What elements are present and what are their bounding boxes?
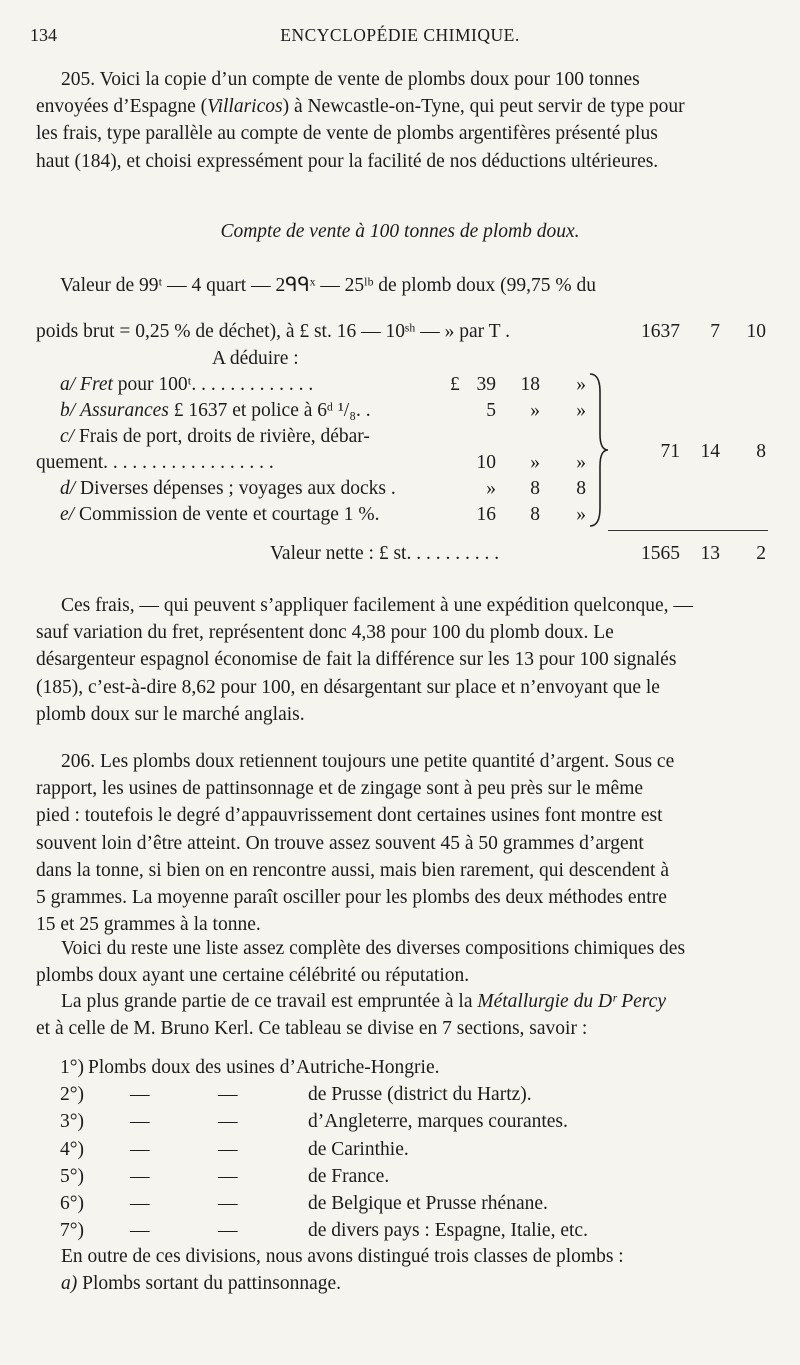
running-title: ENCYCLOPÉDIE CHIMIQUE. (280, 25, 520, 45)
deduct-label: A déduire : (212, 348, 299, 369)
item-c-label-cont: quement. . . . . . . . . . . . . . . . . . (36, 452, 274, 473)
text-line: 205. Voici la copie d’un compte de vente de plombs doux pour 100 tonnes (61, 69, 640, 90)
ditto-mark: — (218, 1165, 238, 1187)
value-line-1: Valeur de 99ᵗ — 4 quart — 2ᑫᑫˣ — 25ˡᵇ de plomb doux (99,75 % du (60, 275, 596, 296)
gross-shillings: 7 (710, 321, 720, 342)
section-text: de Prusse (district du Hartz). (308, 1084, 532, 1106)
text-span: ) à Newcastle-on-Tyne, qui peut servir de type pour (282, 96, 685, 118)
ditto-mark: — (218, 1111, 238, 1133)
text-line: plombs doux ayant une certaine célébrité ou réputation. (36, 965, 470, 987)
net-label: Valeur nette : £ st. . . . . . . . . . (270, 543, 500, 564)
item-letter: a) (61, 1273, 78, 1295)
text-line (36, 93, 766, 120)
item-letter: e/ (60, 504, 75, 525)
text-line: les frais, type parallèle au compte de vente de plombs argentifères présenté plus (36, 123, 658, 145)
item-text: Frais de port, droits de rivière, débar- (74, 426, 370, 447)
item-text: pour 100ᵗ. . . . . . . . . . . . . (112, 374, 314, 395)
gross-pence: 10 (746, 321, 766, 342)
section-text: Plombs doux des usines d’Autriche-Hongrie. (88, 1057, 440, 1078)
text-line: 5 grammes. La moyenne paraît osciller pour les plombs des deux méthodes entre (36, 887, 667, 909)
text-line: En outre de ces divisions, nous avons distingué trois classes de plombs : (61, 1246, 624, 1267)
section-text: d’Angleterre, marques courantes. (308, 1111, 568, 1133)
italic-span: Villaricos (207, 96, 283, 118)
item-text: £ 1637 et police à 6ᵈ ¹/₈. . (168, 400, 371, 421)
item-e-label (60, 501, 380, 528)
ditto-mark: — (130, 1138, 150, 1160)
item-b-shillings: » (530, 400, 540, 421)
item-b-label (60, 397, 371, 424)
deduction-total-shillings: 14 (700, 441, 720, 462)
text-line: Voici du reste une liste assez complète des diverses compositions chimiques des (61, 938, 686, 959)
right-brace-icon (588, 372, 610, 528)
net-pence: 2 (756, 543, 766, 564)
item-e-pounds: 16 (476, 504, 496, 525)
item-letter: c/ (60, 426, 75, 447)
italic-span: Métallurgie du Dʳ Percy (477, 991, 666, 1012)
item-e-shillings: 8 (530, 504, 540, 525)
item-a-pounds: 39 (476, 374, 496, 395)
text-line: Ces frais, — qui peuvent s’appliquer facilement à une expédition quelconque, — (61, 595, 693, 616)
item-letter: b/ (60, 400, 76, 421)
text-line (36, 988, 766, 1015)
account-title: Compte de vente à 100 tonnes de plomb doux. (220, 221, 580, 242)
item-c-pence: » (576, 452, 586, 473)
ditto-mark: — (218, 1220, 238, 1242)
ditto-mark: — (130, 1165, 150, 1187)
item-c-pounds: 10 (476, 452, 496, 473)
text-line: rapport, les usines de pattinsonnage et de zingage sont à peu près sur le même (36, 778, 644, 800)
ditto-mark: — (218, 1084, 238, 1106)
paragraph-liste (36, 935, 766, 989)
section-number: 4°) (60, 1138, 85, 1160)
ditto-mark: — (218, 1193, 238, 1214)
item-italic: Fret (80, 374, 113, 395)
deduction-total-pence: 8 (756, 441, 766, 462)
ditto-mark: — (130, 1084, 150, 1106)
text-line: et à celle de M. Bruno Kerl. Ce tableau se divise en 7 sections, savoir : (36, 1018, 588, 1040)
value-line-2: poids brut = 0,25 % de déchet), à £ st. 16 — 10ˢʰ — » par T . (36, 321, 510, 342)
item-italic: Assurances (80, 400, 169, 421)
item-text: Commission de vente et courtage 1 %. (74, 504, 380, 525)
item-d-shillings: 8 (530, 478, 540, 499)
item-a-shillings: 18 (520, 374, 540, 395)
text-line: (185), c’est-à-dire 8,62 pour 100, en désargentant sur place et n’envoyant que le (36, 676, 660, 698)
paragraph-206 (36, 748, 766, 938)
page-number: 134 (30, 25, 57, 45)
item-b-pounds: 5 (486, 400, 496, 421)
section-number: 7°) (60, 1220, 85, 1242)
paragraph-classes (36, 1243, 766, 1297)
net-shillings: 13 (700, 543, 720, 564)
item-d-label (60, 475, 396, 502)
section-number: 3°) (60, 1111, 85, 1133)
section-number: 1°) (60, 1057, 85, 1078)
section-text: de Carinthie. (308, 1138, 409, 1160)
text-line: 15 et 25 grammes à la tonne. (36, 914, 261, 936)
ditto-mark: — (130, 1193, 150, 1214)
deduction-total-pounds: 71 (660, 441, 680, 462)
section-number: 5°) (60, 1165, 85, 1187)
text-line: haut (184), et choisi expressément pour la facilité de nos déductions ultérieures. (36, 150, 659, 172)
section-text: de France. (308, 1165, 390, 1187)
ditto-mark: — (218, 1138, 238, 1160)
total-rule (608, 530, 768, 531)
currency-symbol: £ (450, 374, 460, 395)
text-span: envoyées d’Espagne ( (36, 96, 208, 118)
paragraph-205 (36, 66, 766, 175)
text-span: La plus grande partie de ce travail est empruntée à la (61, 991, 478, 1012)
text-line: souvent loin d’être atteint. On trouve assez souvent 45 à 50 grammes d’argent (36, 832, 644, 854)
item-c-shillings: » (530, 452, 540, 473)
ditto-mark: — (130, 1111, 150, 1133)
item-text: Diverses dépenses ; voyages aux docks . (75, 478, 396, 499)
section-text: de Belgique et Prusse rhénane. (308, 1193, 548, 1214)
item-a-pence: » (576, 374, 586, 395)
paragraph-frais (36, 592, 766, 728)
item-a-label (60, 371, 313, 398)
item-letter: d/ (60, 478, 76, 499)
item-letter: a/ (60, 374, 76, 395)
paragraph-source (36, 988, 766, 1042)
text-span: Plombs sortant du pattinsonnage. (77, 1273, 342, 1295)
item-d-pence: 8 (576, 478, 586, 499)
item-b-pence: » (576, 400, 586, 421)
net-pounds: 1565 (641, 543, 680, 564)
text-line: dans la tonne, si bien on en rencontre aussi, mais bien rarement, qui descendent à (36, 859, 670, 881)
section-text: de divers pays : Espagne, Italie, etc. (308, 1220, 588, 1242)
text-line: plomb doux sur le marché anglais. (36, 703, 305, 725)
item-c-label (60, 423, 370, 450)
section-number: 6°) (60, 1193, 85, 1214)
text-line: désargenteur espagnol économise de fait la différence sur les 13 pour 100 signalés (36, 649, 677, 671)
gross-pounds: 1637 (641, 321, 680, 342)
text-line: sauf variation du fret, représentent donc 4,38 pour 100 du plomb doux. Le (36, 622, 614, 644)
text-line: 206. Les plombs doux retiennent toujours une petite quantité d’argent. Sous ce (61, 751, 675, 772)
section-number: 2°) (60, 1084, 85, 1106)
item-e-pence: » (576, 504, 586, 525)
text-line: pied : toutefois le degré d’appauvrissement dont certaines usines font montre est (36, 805, 663, 827)
item-d-pounds: » (486, 478, 496, 499)
text-line (36, 1270, 766, 1297)
ditto-mark: — (130, 1220, 150, 1242)
